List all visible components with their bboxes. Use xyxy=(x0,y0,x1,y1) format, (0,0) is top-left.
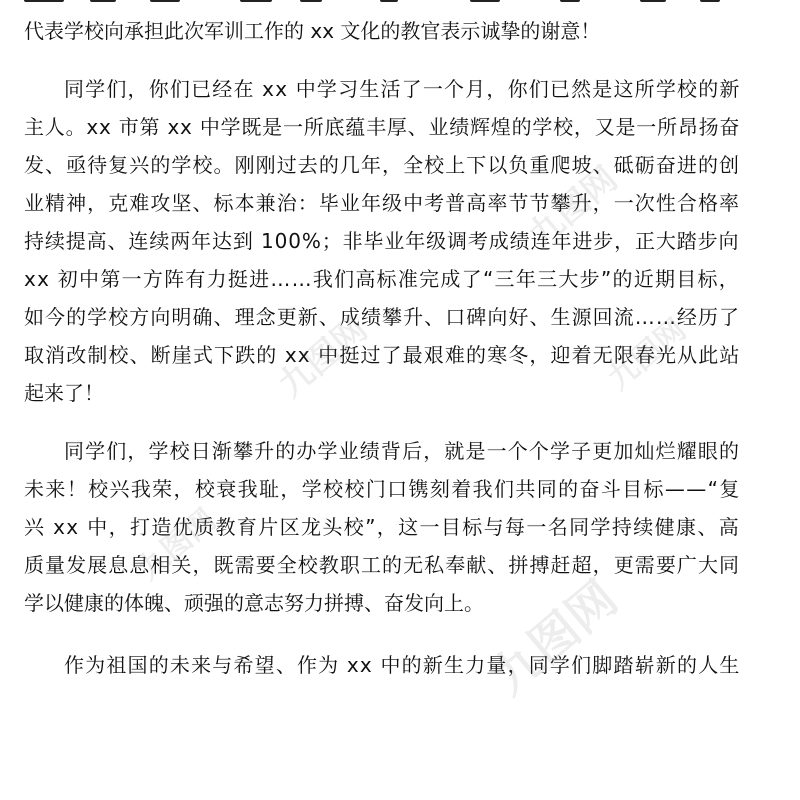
paragraph-2-line-1 xyxy=(64,71,739,107)
paragraph-2-line-9: 起来了！ xyxy=(24,381,104,405)
paragraph-2-line-3: 发、亟待复兴的学校。刚刚过去的几年，全校上下以负重爬坡、砥砺奋进的创 xyxy=(24,153,741,177)
watermark: 九图网 xyxy=(601,312,693,398)
line-text: 同学们，你们已经在 xx 中学习生活了一个月，你们已然是这所学校的新 xyxy=(64,77,741,101)
watermark: 九图网 xyxy=(131,502,223,588)
previous-line-fragment xyxy=(0,0,800,4)
paragraph-2-line-2: 主人。xx 市第 xx 中学既是一所底蕴丰厚、业绩辉煌的学校，又是一所昂扬奋 xyxy=(24,115,741,139)
paragraph-1-line-1: 代表学校向承担此次军训工作的 xx 文化的教官表示诚挚的谢意！ xyxy=(24,19,601,43)
paragraph-4-line-1: 作为祖国的未来与希望、作为 xx 中的新生力量，同学们脚踏崭新的人生 xyxy=(64,653,741,677)
watermark: 九图网 xyxy=(481,570,629,706)
paragraph-2-line-6: xx 初中第一方阵有力挺进……我们高标准完成了“三年三大步”的近期目标， xyxy=(24,267,741,291)
paragraph-2-line-7: 如今的学校方向明确、理念更新、成绩攀升、口碑向好、生源回流……经历了 xyxy=(24,305,741,329)
paragraph-3-line-5: 学以健康的体魄、顽强的意志努力拼搏、奋发向上。 xyxy=(24,591,484,615)
paragraph-3-line-4: 质量发展息息相关，既需要全校教职工的无私奉献、拼搏赶超，更需要广大同 xyxy=(24,553,741,577)
watermark: 九图网 xyxy=(271,309,376,406)
paragraph-3-line-1: 同学们，学校日渐攀升的办学业绩背后，就是一个个学子更加灿烂耀眼的 xyxy=(64,439,741,463)
paragraph-3-line-3: 兴 xx 中，打造优质教育片区龙头校”，这一目标与每一名同学持续健康、高 xyxy=(24,515,741,539)
paragraph-2-line-5: 持续提高、连续两年达到 100%；非毕业年级调考成绩连年进步，正大踏步向 xyxy=(24,229,740,253)
paragraph-3-line-2: 未来！校兴我荣，校衰我耻，学校校门口镌刻着我们共同的奋斗目标——“复 xyxy=(24,477,741,501)
paragraph-2-line-4: 业精神，克难攻坚、标本兼治：毕业年级中考普高率节节攀升，一次性合格率 xyxy=(24,191,741,215)
watermark: 九图网 xyxy=(521,159,626,256)
paragraph-2-line-8: 取消改制校、断崖式下跌的 xx 中挺过了最艰难的寒冬，迎着无限春光从此站 xyxy=(24,343,741,367)
